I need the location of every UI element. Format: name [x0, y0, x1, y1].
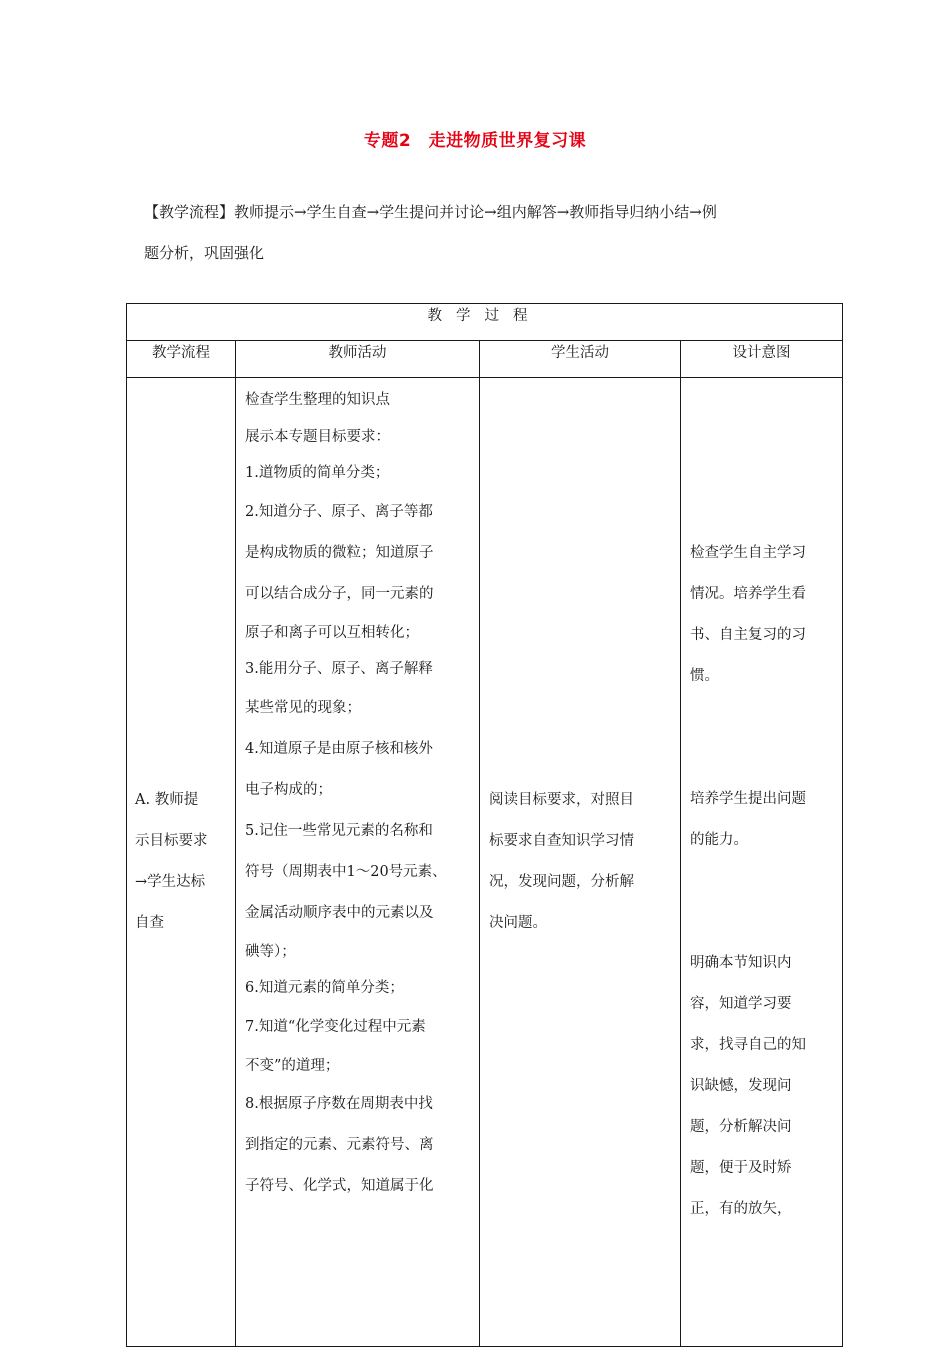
design-line: 题，便于及时矫	[690, 1160, 792, 1176]
design-line: 正，有的放矢，	[690, 1201, 792, 1217]
teacher-line: 4.知道原子是由原子核和核外	[245, 740, 433, 757]
design-line: 的能力。	[690, 832, 748, 848]
teacher-line: 不变”的道理；	[245, 1057, 340, 1074]
flow-line: 题分析，巩固强化	[144, 244, 265, 262]
teacher-line: 是构成物质的微粒；知道原子	[245, 544, 434, 561]
teacher-activity-cell	[236, 378, 480, 1347]
teacher-line: 可以结合成分子，同一元素的	[245, 585, 434, 602]
flow-cell	[127, 378, 236, 1347]
table-caption: 教学过程	[127, 304, 843, 341]
teacher-line: 3.能用分子、原子、离子解释	[245, 661, 433, 677]
teacher-line: 符号（周期表中1～20号元素、	[245, 863, 447, 880]
flow-cell-line: →学生达标	[135, 874, 206, 890]
page-title: 专题2 走进物质世界复习课	[363, 131, 587, 151]
teacher-line: 8.根据原子序数在周期表中找	[245, 1096, 433, 1112]
design-line: 求，找寻自己的知	[690, 1037, 806, 1053]
design-line: 检查学生自主学习	[690, 545, 806, 561]
teaching-flow-paragraph	[144, 192, 824, 274]
table-header-row	[127, 341, 843, 378]
design-line: 明确本节知识内	[690, 955, 792, 971]
design-line: 识缺憾，发现问	[690, 1078, 792, 1094]
design-intent-cell	[681, 378, 843, 1347]
design-line: 容，知道学习要	[690, 996, 792, 1012]
design-line: 书、自主复习的习	[690, 627, 806, 643]
student-line: 阅读目标要求，对照目	[489, 792, 634, 808]
teaching-process-table	[126, 303, 843, 1347]
teacher-line: 展示本专题目标要求：	[245, 428, 390, 445]
teacher-line: 到指定的元素、元素符号、离	[245, 1137, 434, 1153]
teacher-line: 原子和离子可以互相转化；	[245, 624, 419, 641]
teacher-line: 某些常见的现象；	[245, 699, 361, 716]
teacher-line: 检查学生整理的知识点	[245, 392, 390, 408]
column-header-design: 设计意图	[681, 341, 843, 378]
teacher-line: 金属活动顺序表中的元素以及	[245, 904, 434, 921]
column-header-student: 学生活动	[480, 341, 681, 378]
teacher-line: 5.记住一些常见元素的名称和	[245, 822, 433, 839]
table-row	[127, 378, 843, 1347]
flow-cell-line: 示目标要求	[135, 833, 208, 849]
flow-cell-line: 自查	[135, 915, 164, 931]
design-line: 培养学生提出问题	[690, 791, 806, 807]
column-header-flow: 教学流程	[127, 341, 236, 378]
teacher-line: 电子构成的；	[245, 781, 332, 798]
student-line: 况，发现问题，分析解	[489, 874, 634, 890]
teacher-line: 6.知道元素的简单分类；	[245, 980, 404, 996]
teacher-line: 1.道物质的简单分类；	[245, 465, 390, 481]
design-line: 惯。	[690, 668, 719, 684]
flow-line: 【教学流程】教师提示→学生自查→学生提问并讨论→组内解答→教师指导归纳小结→例	[144, 203, 717, 221]
teacher-line: 子符号、化学式，知道属于化	[245, 1178, 434, 1194]
design-line: 题，分析解决问	[690, 1119, 792, 1135]
teacher-line: 碘等）；	[245, 943, 296, 960]
student-line: 标要求自查知识学习情	[489, 833, 634, 849]
column-header-teacher: 教师活动	[236, 341, 480, 378]
table-caption-row	[127, 304, 843, 341]
flow-cell-line: A. 教师提	[135, 792, 199, 808]
student-line: 决问题。	[489, 915, 547, 931]
teacher-line: 7.知道“化学变化过程中元素	[245, 1018, 426, 1035]
design-line: 情况。培养学生看	[690, 586, 806, 602]
student-activity-cell	[480, 378, 681, 1347]
teacher-line: 2.知道分子、原子、离子等都	[245, 503, 433, 520]
